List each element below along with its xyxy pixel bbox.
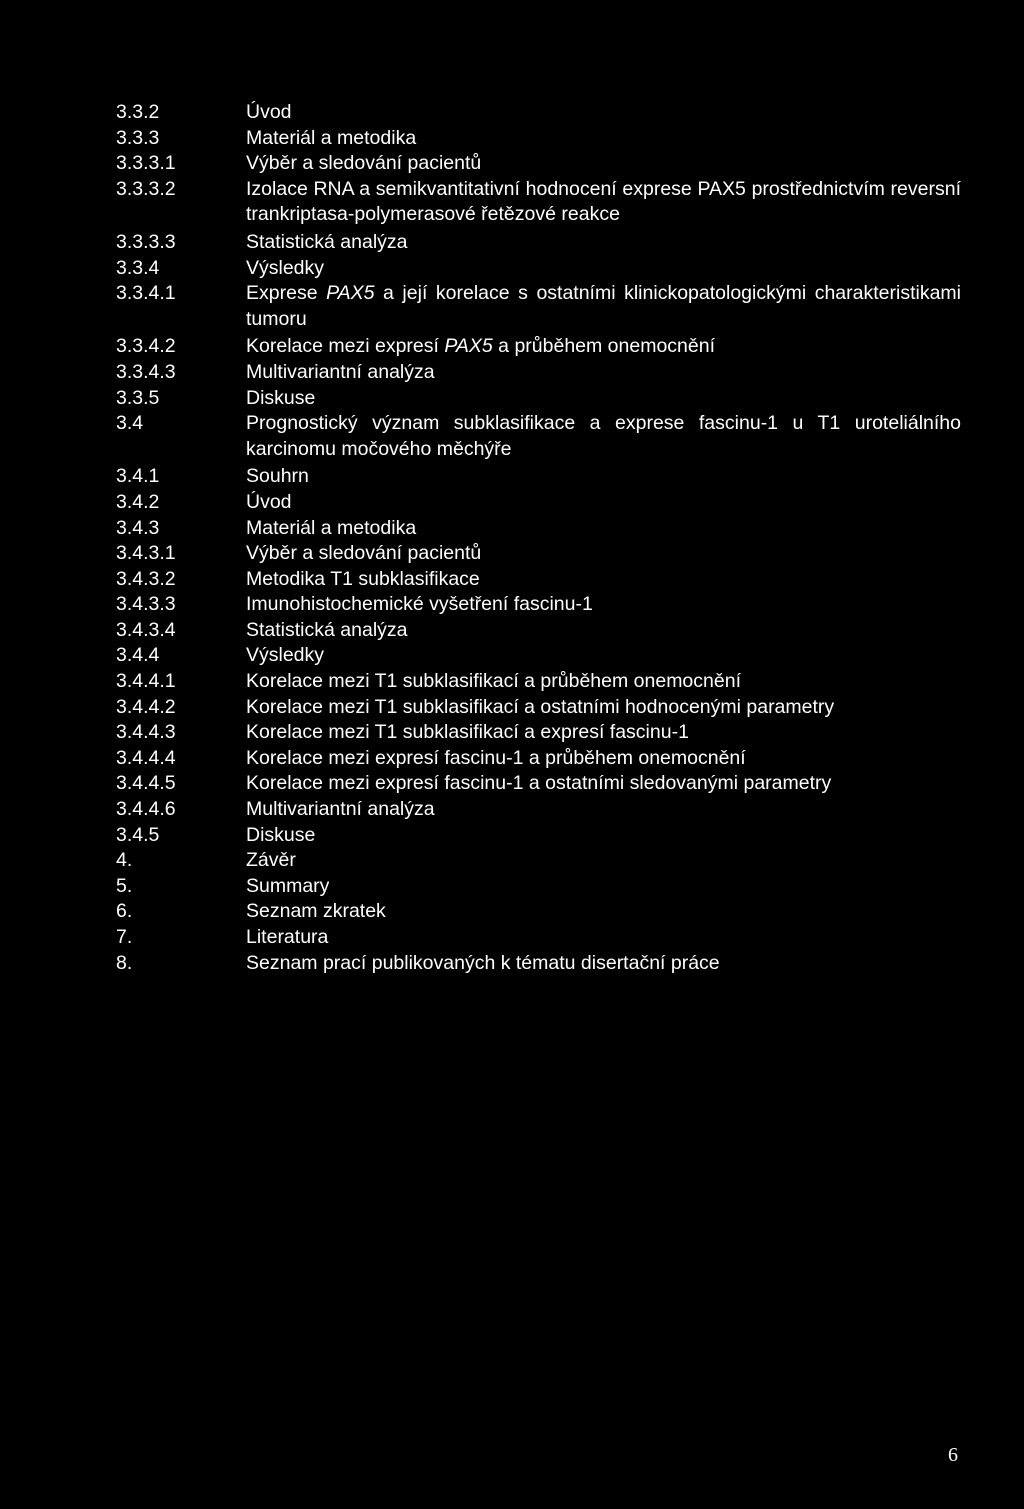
toc-entry — [116, 177, 961, 228]
toc-number: 3.4.4.4 — [116, 746, 176, 769]
toc-entry — [116, 151, 961, 177]
toc-entry — [116, 618, 961, 644]
toc-title: Výsledky — [246, 644, 325, 667]
toc-number: 3.4.5 — [116, 823, 160, 846]
toc-title-text: a její korelace s ostatními klinickopatologickými charakteristikami tumoru — [246, 282, 961, 330]
toc-number: 3.4.4.1 — [116, 670, 176, 693]
toc-title: Diskuse — [246, 386, 316, 409]
page-number: 6 — [948, 1444, 958, 1466]
toc-entry — [116, 256, 961, 282]
toc-entry — [116, 746, 961, 772]
toc-number: 3.4.4.5 — [116, 772, 176, 795]
toc-number: 3.4.4.6 — [116, 798, 176, 821]
toc-entry — [116, 669, 961, 695]
toc-entry — [116, 411, 961, 462]
gene-name: PAX5 — [444, 335, 493, 358]
toc-title: Metodika T1 subklasifikace — [246, 567, 480, 590]
toc-title: Izolace RNA a semikvantitativní hodnocení exprese PAX5 prostřednictvím reversní trankriptasa-polymerasové řetězové reakce — [246, 177, 961, 226]
toc-title: Prognostický význam subklasifikace a exprese fascinu-1 u T1 uroteliálního karcinomu močového měchýře — [246, 412, 961, 460]
toc-title — [246, 281, 961, 332]
toc-entry — [116, 100, 961, 126]
toc-entry — [116, 771, 961, 797]
toc-number: 3.4.2 — [116, 490, 160, 513]
toc-number: 3.3.4.3 — [116, 360, 176, 383]
toc-number: 5. — [116, 874, 133, 897]
toc-number: 6. — [116, 900, 133, 923]
toc-entry — [116, 874, 961, 900]
toc-title: Korelace mezi T1 subklasifikací a expresí fascinu-1 — [246, 721, 689, 744]
toc-number: 3.3.2 — [116, 101, 160, 123]
toc-entry — [116, 567, 961, 593]
toc-title-text: a průběhem onemocnění — [492, 335, 715, 358]
toc-number: 3.4.3 — [116, 516, 160, 539]
toc-entry — [116, 695, 961, 721]
toc-title: Statistická analýza — [246, 230, 408, 253]
toc-entry — [116, 823, 961, 849]
toc-title: Imunohistochemické vyšetření fascinu-1 — [246, 593, 593, 616]
toc-entry — [116, 464, 961, 490]
toc-title: Korelace mezi T1 subklasifikací a ostatními hodnocenými parametry — [246, 695, 835, 718]
toc-entry — [116, 281, 961, 332]
toc-title: Materiál a metodika — [246, 516, 417, 539]
toc-number: 3.3.3 — [116, 126, 160, 149]
toc-title: Summary — [246, 874, 330, 897]
toc-number: 3.4.1 — [116, 465, 160, 488]
toc-entry — [116, 951, 961, 977]
toc-entry — [116, 334, 961, 360]
toc-number: 3.3.4.2 — [116, 335, 176, 358]
toc-number: 3.3.3.3 — [116, 230, 176, 253]
toc-entry — [116, 516, 961, 542]
toc-title-text: Exprese — [246, 282, 327, 305]
toc-entry — [116, 643, 961, 669]
toc-entry — [116, 797, 961, 823]
toc-entry — [116, 386, 961, 412]
toc-entry — [116, 126, 961, 152]
toc-title: Statistická analýza — [246, 618, 408, 641]
toc-title: Výběr a sledování pacientů — [246, 542, 482, 565]
toc-entry — [116, 541, 961, 567]
toc-number: 3.3.3.2 — [116, 177, 176, 200]
toc-number: 3.4 — [116, 412, 144, 435]
toc-number: 3.3.5 — [116, 386, 160, 409]
toc-number: 7. — [116, 926, 133, 948]
gene-name: PAX5 — [326, 282, 375, 305]
toc-title: Korelace mezi T1 subklasifikací a průběhem onemocnění — [246, 670, 741, 693]
toc-title: Multivariantní analýza — [246, 360, 435, 383]
toc-entry — [116, 230, 961, 256]
toc-title: Seznam zkratek — [246, 900, 386, 923]
toc-entry — [116, 592, 961, 618]
toc-title: Korelace mezi expresí fascinu-1 a průběhem onemocnění — [246, 746, 746, 769]
toc-number: 3.4.3.3 — [116, 593, 176, 616]
toc-number: 8. — [116, 951, 133, 974]
toc-title-text: Korelace mezi expresí — [246, 335, 445, 358]
toc-entry — [116, 899, 961, 925]
toc-title: Úvod — [246, 101, 292, 123]
toc-title: Souhrn — [246, 465, 309, 488]
toc-number: 3.4.4.3 — [116, 721, 176, 744]
toc-title: Korelace mezi expresí fascinu-1 a ostatními sledovanými parametry — [246, 772, 832, 795]
toc-entry — [116, 490, 961, 516]
toc-number: 3.4.3.1 — [116, 542, 176, 565]
toc-number: 3.4.3.4 — [116, 618, 176, 641]
toc-number: 3.3.3.1 — [116, 152, 176, 175]
toc-number: 3.4.4.2 — [116, 695, 176, 718]
toc-number: 4. — [116, 849, 133, 872]
toc-title: Diskuse — [246, 823, 316, 846]
toc-title: Závěr — [246, 849, 296, 872]
toc-number: 3.3.4.1 — [116, 282, 176, 305]
toc-title — [246, 334, 961, 360]
toc-entry — [116, 720, 961, 746]
toc-entry — [116, 848, 961, 874]
toc-number: 3.4.4 — [116, 644, 160, 667]
toc-title: Multivariantní analýza — [246, 798, 435, 821]
toc-entry — [116, 360, 961, 386]
toc-entry — [116, 925, 961, 951]
toc-title: Literatura — [246, 926, 329, 948]
toc-title: Seznam prací publikovaných k tématu disertační práce — [246, 951, 720, 974]
toc-title: Úvod — [246, 490, 292, 513]
toc-title: Výsledky — [246, 256, 325, 279]
toc-title: Materiál a metodika — [246, 126, 417, 149]
toc-number: 3.4.3.2 — [116, 567, 176, 590]
table-of-contents — [116, 100, 961, 976]
toc-title: Výběr a sledování pacientů — [246, 152, 482, 175]
toc-number: 3.3.4 — [116, 256, 160, 279]
